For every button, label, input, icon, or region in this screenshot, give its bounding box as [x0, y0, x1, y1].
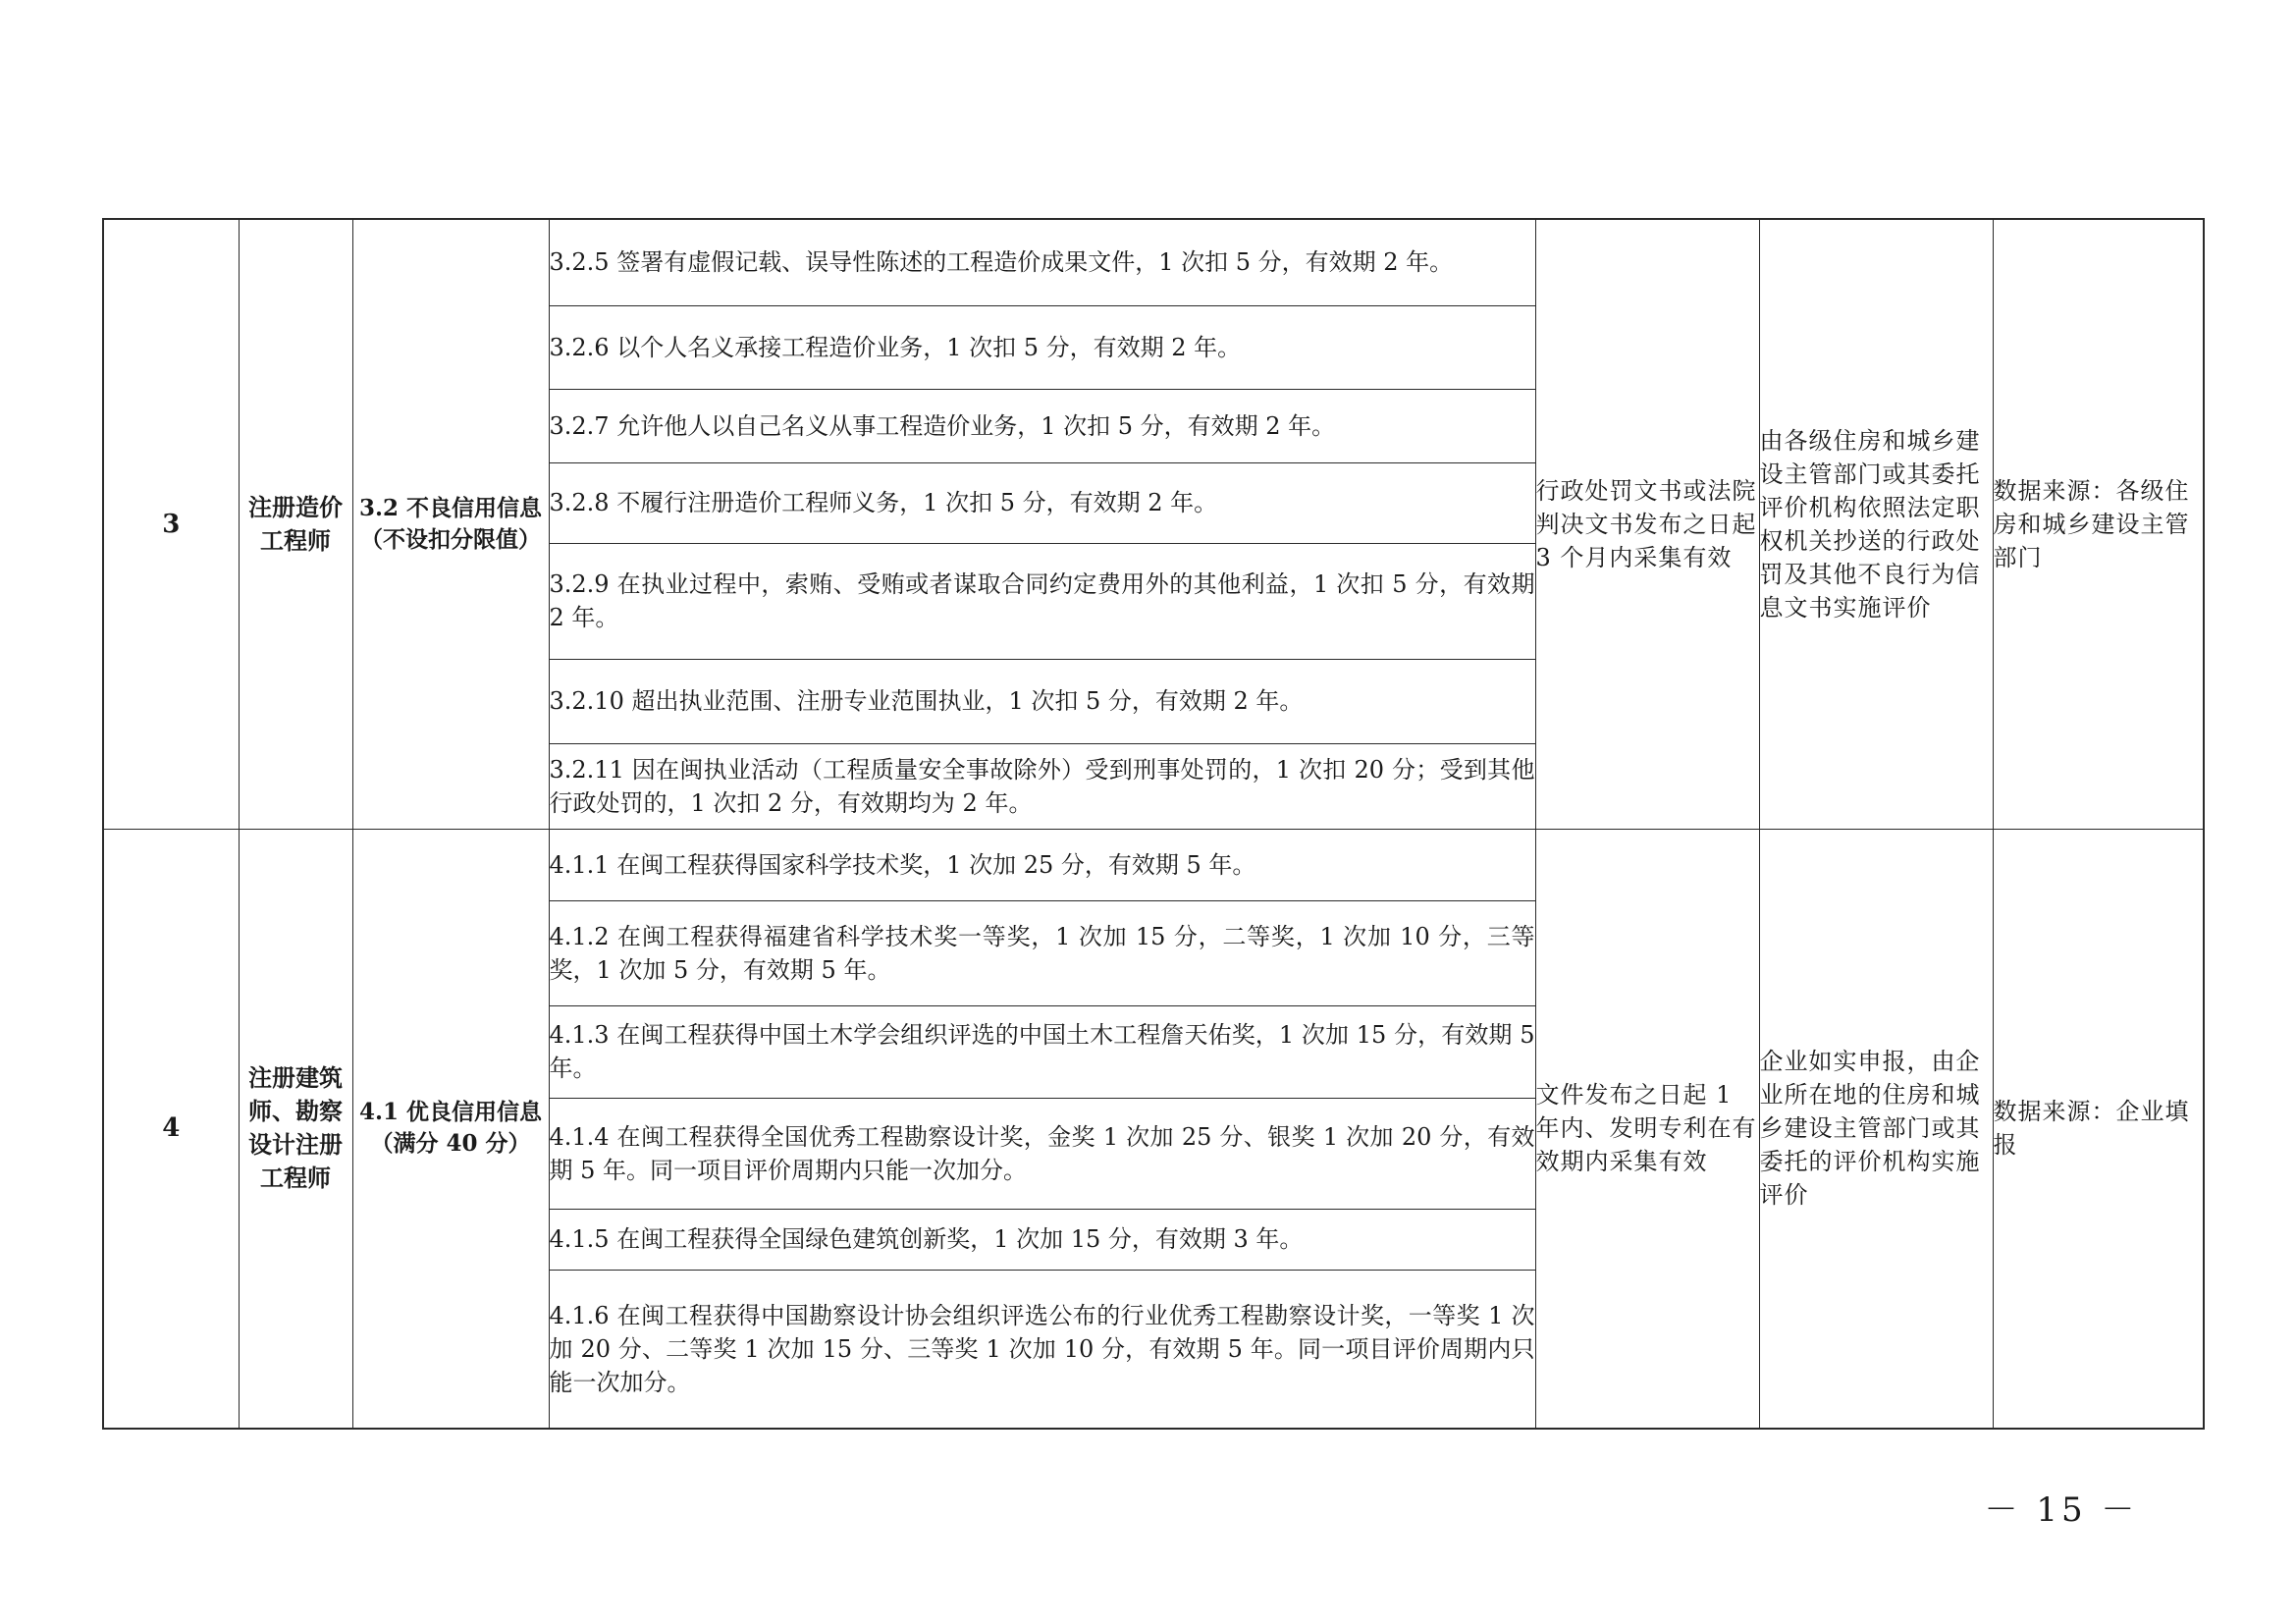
item-cell: 4.1.1 在闽工程获得国家科学技术奖，1 次加 25 分，有效期 5 年。 [549, 829, 1535, 900]
item-cell: 3.2.5 签署有虚假记载、误导性陈述的工程造价成果文件，1 次扣 5 分，有效期 2 年。 [549, 219, 1535, 305]
evaluation-cell: 企业如实申报，由企业所在地的住房和城乡建设主管部门或其委托的评价机构实施评价 [1759, 829, 1993, 1429]
info-type-cell: 4.1 优良信用信息（满分 40 分） [352, 829, 549, 1429]
item-cell: 4.1.5 在闽工程获得全国绿色建筑创新奖，1 次加 15 分，有效期 3 年。 [549, 1209, 1535, 1270]
item-cell: 3.2.6 以个人名义承接工程造价业务，1 次扣 5 分，有效期 2 年。 [549, 305, 1535, 389]
item-cell: 3.2.8 不履行注册造价工程师义务，1 次扣 5 分，有效期 2 年。 [549, 462, 1535, 543]
item-cell: 4.1.3 在闽工程获得中国土木学会组织评选的中国土木工程詹天佑奖，1 次加 15 分，有效期 5 年。 [549, 1005, 1535, 1098]
item-cell: 4.1.6 在闽工程获得中国勘察设计协会组织评选公布的行业优秀工程勘察设计奖，一等奖 1 次加 20 分、二等奖 1 次加 15 分、三等奖 1 次加 10 分，有效期 5 年。同一项目评价周期内只能一次加分。 [549, 1270, 1535, 1429]
category-cell: 注册建筑师、勘察设计注册工程师 [239, 829, 352, 1429]
row-number: 4 [103, 829, 239, 1429]
table-row [103, 219, 2204, 305]
validity-cell: 行政处罚文书或法院判决文书发布之日起 3 个月内采集有效 [1535, 219, 1759, 829]
item-cell: 4.1.2 在闽工程获得福建省科学技术奖一等奖，1 次加 15 分，二等奖，1 次加 10 分，三等奖，1 次加 5 分，有效期 5 年。 [549, 900, 1535, 1005]
item-cell: 4.1.4 在闽工程获得全国优秀工程勘察设计奖，金奖 1 次加 25 分、银奖 1 次加 20 分，有效期 5 年。同一项目评价周期内只能一次加分。 [549, 1098, 1535, 1209]
evaluation-cell: 由各级住房和城乡建设主管部门或其委托评价机构依照法定职权机关抄送的行政处罚及其他不良行为信息文书实施评价 [1759, 219, 1993, 829]
item-cell: 3.2.7 允许他人以自己名义从事工程造价业务，1 次扣 5 分，有效期 2 年。 [549, 389, 1535, 462]
item-cell: 3.2.11 因在闽执业活动（工程质量安全事故除外）受到刑事处罚的，1 次扣 20 分；受到其他行政处罚的，1 次扣 2 分，有效期均为 2 年。 [549, 743, 1535, 829]
source-cell: 数据来源：企业填报 [1993, 829, 2204, 1429]
credit-evaluation-table [102, 218, 2205, 1430]
item-cell: 3.2.9 在执业过程中，索贿、受贿或者谋取合同约定费用外的其他利益，1 次扣 5 分，有效期 2 年。 [549, 543, 1535, 659]
info-type-cell: 3.2 不良信用信息（不设扣分限值） [352, 219, 549, 829]
table-row [103, 829, 2204, 900]
row-number: 3 [103, 219, 239, 829]
validity-cell: 文件发布之日起 1 年内、发明专利在有效期内采集有效 [1535, 829, 1759, 1429]
item-cell: 3.2.10 超出执业范围、注册专业范围执业，1 次扣 5 分，有效期 2 年。 [549, 659, 1535, 743]
category-cell: 注册造价工程师 [239, 219, 352, 829]
page-number: － 15 － [1984, 1490, 2139, 1530]
source-cell: 数据来源：各级住房和城乡建设主管部门 [1993, 219, 2204, 829]
